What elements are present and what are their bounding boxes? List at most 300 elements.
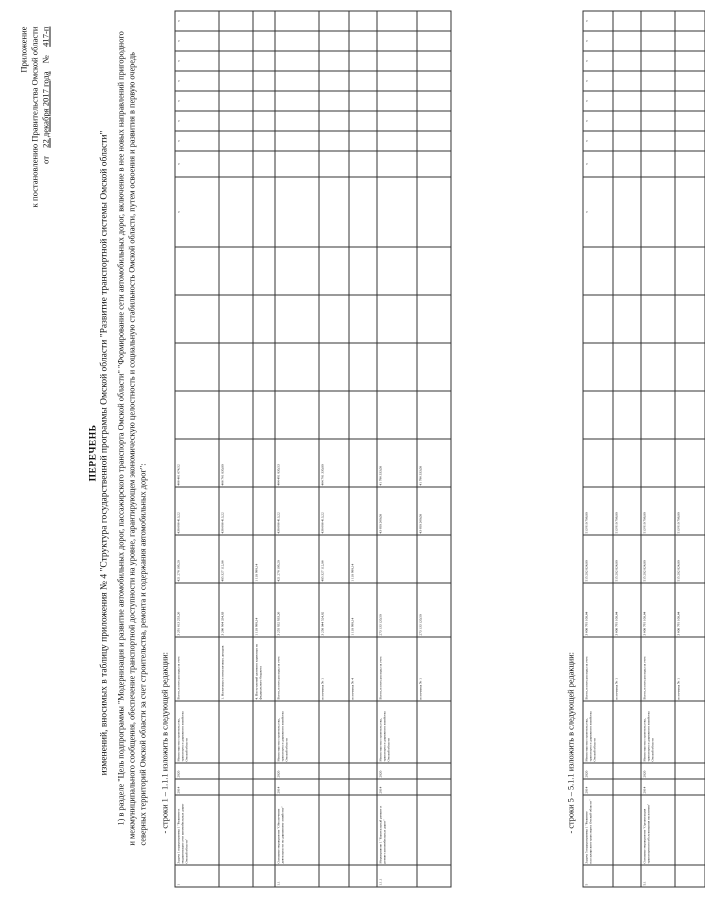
table-cell: 41 786 333,00 xyxy=(417,439,451,487)
table-cell: 438 686 413,22 xyxy=(175,487,219,535)
table-cell: Министерство строительства, транспорта и дорожного хозяйства Омской области xyxy=(583,701,613,763)
table-cell xyxy=(349,487,377,535)
table-cell xyxy=(675,177,705,247)
table-cell xyxy=(349,151,377,177)
table-cell xyxy=(583,391,613,439)
table-cell: 2020 xyxy=(275,763,319,779)
table-cell xyxy=(675,31,705,51)
table-cell xyxy=(349,391,377,439)
table-cell xyxy=(253,487,275,535)
table-cell xyxy=(377,177,417,247)
table-cell xyxy=(417,71,451,91)
table-cell xyxy=(319,131,349,151)
table-cell: 513 910 708,00 xyxy=(583,487,613,535)
table-cell: Основное мероприятие "Обеспечение деятельности по дорожному хозяйству" xyxy=(275,795,319,865)
table-cell xyxy=(641,177,675,247)
table-cell xyxy=(613,177,641,247)
table-row xyxy=(275,11,319,887)
table-cell: 2014 xyxy=(275,779,319,795)
table-cell xyxy=(613,71,641,91)
table-cell: Всего, из них расходы за счет: xyxy=(641,637,675,701)
table-cell: 515 202 024,00 xyxy=(675,535,705,583)
table-cell xyxy=(613,865,641,887)
table-cell xyxy=(219,701,253,763)
table-cell xyxy=(675,701,705,763)
table-cell xyxy=(349,439,377,487)
row-instruction-first: - строки 1 – 1.1.1 изложить в следующей редакции: xyxy=(160,651,169,833)
table-cell: 405 327 112,06 xyxy=(319,535,349,583)
table-cell: источника № 1 xyxy=(417,637,451,701)
table-cell: 2014 xyxy=(583,779,613,795)
table-cell: 41 786 333,00 xyxy=(377,439,417,487)
table-cell xyxy=(377,31,417,51)
table-cell: 1 110 998,14 xyxy=(349,535,377,583)
table-cell xyxy=(613,51,641,71)
table-cell xyxy=(377,11,417,31)
changes-table-main xyxy=(174,10,451,887)
table-row xyxy=(583,11,613,887)
table-cell xyxy=(613,131,641,151)
table-row xyxy=(175,11,219,887)
table-cell xyxy=(275,111,319,131)
table-row xyxy=(349,11,377,887)
table-cell xyxy=(219,51,253,71)
table-cell xyxy=(349,51,377,71)
table-cell xyxy=(319,111,349,131)
attachment-label: Приложение xyxy=(18,26,28,73)
table-cell: 43 650 260,00 xyxy=(417,487,451,535)
table-cell xyxy=(417,177,451,247)
table-cell xyxy=(675,111,705,131)
table-cell xyxy=(319,343,349,391)
table-cell xyxy=(613,247,641,295)
table-cell xyxy=(613,31,641,51)
table-cell xyxy=(253,391,275,439)
table-cell: 3 600 795 100,64 xyxy=(583,583,613,637)
table-cell xyxy=(253,295,275,343)
table-cell xyxy=(675,439,705,487)
table-cell xyxy=(275,151,319,177)
table-cell xyxy=(613,91,641,111)
table-cell: 1.1.1 xyxy=(377,865,417,887)
table-cell xyxy=(275,247,319,295)
table-cell xyxy=(219,111,253,131)
table-row xyxy=(319,11,349,887)
table-cell xyxy=(417,11,451,31)
table-cell: 405 327 112,06 xyxy=(219,535,253,583)
table-cell xyxy=(675,11,705,31)
table-cell xyxy=(253,11,275,31)
table-cell: x xyxy=(583,111,613,131)
table-cell xyxy=(377,295,417,343)
table-cell xyxy=(675,247,705,295)
table-cell xyxy=(417,865,451,887)
table-cell xyxy=(417,91,451,111)
table-cell: x xyxy=(583,177,613,247)
table-cell xyxy=(319,71,349,91)
table-row xyxy=(613,11,641,887)
table-cell xyxy=(219,795,253,865)
table-cell: 466 461 674,52 xyxy=(175,439,219,487)
table-cell xyxy=(349,11,377,31)
row-instruction-second: - строки 5 – 5.1.1 изложить в следующей редакции: xyxy=(566,651,575,833)
table-cell xyxy=(417,701,451,763)
changes-table-second xyxy=(582,10,705,887)
table-cell xyxy=(641,31,675,51)
number-prefix: № xyxy=(40,54,50,63)
table-cell: x xyxy=(583,71,613,91)
table-cell: x xyxy=(175,151,219,177)
table-cell xyxy=(641,343,675,391)
table-cell xyxy=(641,247,675,295)
table-cell xyxy=(349,111,377,131)
table-cell xyxy=(417,151,451,177)
table-cell xyxy=(641,11,675,31)
table-cell xyxy=(219,391,253,439)
table-cell: x xyxy=(175,111,219,131)
table-cell: x xyxy=(583,91,613,111)
table-cell xyxy=(253,865,275,887)
table-cell: 513 910 708,00 xyxy=(641,487,675,535)
table-cell xyxy=(349,763,377,779)
table-cell: x xyxy=(175,51,219,71)
table-cell xyxy=(275,51,319,71)
title-heading: ПЕРЕЧЕНЬ xyxy=(88,424,98,481)
table-cell xyxy=(417,247,451,295)
table-cell: 3 286 964 334,83 xyxy=(219,583,253,637)
table-cell xyxy=(377,91,417,111)
table-cell xyxy=(253,31,275,51)
table-cell xyxy=(319,151,349,177)
table-cell: 515 202 024,00 xyxy=(613,535,641,583)
table-cell xyxy=(319,701,349,763)
table-cell xyxy=(377,71,417,91)
table-cell: 273 133 120,50 xyxy=(417,583,451,637)
table-cell xyxy=(613,701,641,763)
table-cell: Мероприятие 1 "Капитальный ремонт и ремонт автомобильных дорог" xyxy=(377,795,417,865)
decree-number: 417-п xyxy=(40,26,50,47)
table-cell xyxy=(319,11,349,31)
table-cell xyxy=(417,131,451,151)
title-subheading: изменений, вносимых в таблицу приложения № 4 "Структура государственной программы Омской области "Развитие транспортной системы Омской области" xyxy=(99,130,109,775)
table-cell xyxy=(377,51,417,71)
table-cell xyxy=(219,151,253,177)
table-cell xyxy=(377,131,417,151)
table-cell xyxy=(275,11,319,31)
table-cell: 2020 xyxy=(583,763,613,779)
table-cell: 513 910 708,00 xyxy=(675,487,705,535)
table-cell xyxy=(675,151,705,177)
table-cell xyxy=(417,295,451,343)
table-cell xyxy=(253,91,275,111)
table-cell: Задача 5 подпрограммы 1 "Развитие пассажирского транспорта Омской области" xyxy=(583,795,613,865)
table-cell: 464 491 830,53 xyxy=(275,439,319,487)
table-cell xyxy=(583,247,613,295)
table-cell xyxy=(675,131,705,151)
table-cell xyxy=(675,779,705,795)
table-cell xyxy=(219,71,253,91)
table-cell xyxy=(641,295,675,343)
table-cell xyxy=(675,295,705,343)
table-cell xyxy=(349,177,377,247)
table-cell xyxy=(253,247,275,295)
table-cell: 3 600 795 100,64 xyxy=(641,583,675,637)
table-cell xyxy=(675,343,705,391)
table-cell xyxy=(319,247,349,295)
table-cell xyxy=(319,779,349,795)
table-cell xyxy=(319,391,349,439)
table-cell: Всего, из них расходы за счет: xyxy=(275,637,319,701)
table-cell xyxy=(219,779,253,795)
table-cell: источника № 4 xyxy=(349,637,377,701)
table-cell xyxy=(377,343,417,391)
table-cell xyxy=(675,763,705,779)
table-cell: 3 600 795 100,64 xyxy=(613,583,641,637)
table-cell xyxy=(377,111,417,131)
table-cell xyxy=(641,71,675,91)
table-cell: x xyxy=(175,91,219,111)
table-cell xyxy=(219,343,253,391)
table-cell xyxy=(219,31,253,51)
table-cell xyxy=(253,131,275,151)
table-cell xyxy=(641,131,675,151)
table-cell xyxy=(349,865,377,887)
table-cell xyxy=(675,71,705,91)
table-cell xyxy=(417,111,451,131)
table-cell xyxy=(319,763,349,779)
table-cell xyxy=(613,295,641,343)
table-cell xyxy=(377,535,417,583)
table-cell: 2014 xyxy=(641,779,675,795)
table-cell xyxy=(583,295,613,343)
table-cell xyxy=(253,343,275,391)
table-cell xyxy=(319,91,349,111)
table-cell xyxy=(349,295,377,343)
table-cell xyxy=(253,779,275,795)
table-cell: 2014 xyxy=(175,779,219,795)
table-cell xyxy=(219,131,253,151)
table-cell xyxy=(349,343,377,391)
table-cell: 3 600 795 100,64 xyxy=(675,583,705,637)
table-cell xyxy=(349,131,377,151)
table-cell: Министерство строительства, транспорта и дорожного хозяйства Омской области xyxy=(275,701,319,763)
table-cell xyxy=(377,247,417,295)
table-cell xyxy=(613,343,641,391)
table-cell xyxy=(319,795,349,865)
table-cell: x xyxy=(175,71,219,91)
table-cell xyxy=(319,295,349,343)
table-cell xyxy=(253,439,275,487)
table-cell xyxy=(641,439,675,487)
table-cell: 466 761 030,00 xyxy=(219,439,253,487)
table-cell: Всего, из них расходы за счет: xyxy=(583,637,613,701)
table-cell xyxy=(253,701,275,763)
table-cell xyxy=(219,91,253,111)
table-cell xyxy=(377,151,417,177)
table-cell xyxy=(275,343,319,391)
table-cell xyxy=(613,11,641,31)
table-cell: Всего, из них расходы за счет: xyxy=(175,637,219,701)
table-cell xyxy=(219,763,253,779)
table-cell xyxy=(253,71,275,91)
table-cell xyxy=(319,31,349,51)
table-cell: 515 202 024,00 xyxy=(641,535,675,583)
table-cell xyxy=(275,71,319,91)
table-row xyxy=(417,11,451,887)
table-cell xyxy=(275,177,319,247)
table-cell: 464 781 330,00 xyxy=(319,439,349,487)
table-cell xyxy=(253,111,275,131)
table-cell xyxy=(319,177,349,247)
table-cell xyxy=(641,391,675,439)
table-cell: 1. Налоговых и неналоговых доходов xyxy=(219,637,253,701)
table-cell xyxy=(253,795,275,865)
table-cell xyxy=(613,151,641,177)
table-cell: 438 686 413,22 xyxy=(275,487,319,535)
table-cell xyxy=(175,247,219,295)
table-cell xyxy=(349,701,377,763)
table-cell xyxy=(417,31,451,51)
table-cell: 43 650 260,00 xyxy=(377,487,417,535)
table-cell xyxy=(613,439,641,487)
table-cell xyxy=(275,91,319,111)
table-cell: 2014 xyxy=(377,779,417,795)
table-cell: 1 110 998,14 xyxy=(253,583,275,637)
table-cell: Задача 1 подпрограммы 1 "Развитие и модернизация сети автомобильных дорог Омской области" xyxy=(175,795,219,865)
table-cell xyxy=(613,111,641,131)
table-row xyxy=(641,11,675,887)
table-cell: 2020 xyxy=(641,763,675,779)
table-cell xyxy=(175,391,219,439)
table-cell xyxy=(675,795,705,865)
table-cell xyxy=(275,391,319,439)
table-cell: 3 291 613 253,26 xyxy=(175,583,219,637)
table-cell xyxy=(583,343,613,391)
table-cell xyxy=(349,91,377,111)
table-cell xyxy=(417,779,451,795)
table-cell xyxy=(349,779,377,795)
table-cell: x xyxy=(175,11,219,31)
table-cell xyxy=(417,51,451,71)
table-cell xyxy=(275,31,319,51)
table-cell xyxy=(253,763,275,779)
table-cell xyxy=(349,71,377,91)
table-row xyxy=(219,11,253,887)
table-cell xyxy=(319,865,349,887)
table-cell: 438 686 413,22 xyxy=(219,487,253,535)
decree-date-line xyxy=(40,26,51,296)
table-cell xyxy=(417,763,451,779)
table-cell xyxy=(275,131,319,151)
table-cell xyxy=(417,391,451,439)
table-cell xyxy=(641,91,675,111)
table-cell xyxy=(175,343,219,391)
table-cell: 3 255 932 933,26 xyxy=(275,583,319,637)
table-cell xyxy=(613,391,641,439)
table-cell: 3 250 044 524,82 xyxy=(319,583,349,637)
table-cell: источника № 1 xyxy=(613,637,641,701)
table-cell: x xyxy=(175,31,219,51)
table-cell xyxy=(417,343,451,391)
table-cell: 1.1 xyxy=(275,865,319,887)
table-row xyxy=(253,11,275,887)
table-cell xyxy=(641,111,675,131)
table-cell xyxy=(613,795,641,865)
table-cell xyxy=(417,795,451,865)
date-prefix: от xyxy=(40,155,50,164)
table-cell xyxy=(219,865,253,887)
table-cell: x xyxy=(583,131,613,151)
table-row xyxy=(675,11,705,887)
table-cell: 5.1 xyxy=(641,865,675,887)
table-cell: x xyxy=(583,51,613,71)
table-cell: 5 xyxy=(583,865,613,887)
table-cell xyxy=(641,151,675,177)
table-cell xyxy=(275,295,319,343)
attachment-block xyxy=(18,26,51,296)
table-cell: 421 278 109,20 xyxy=(275,535,319,583)
table-cell: Министерство строительства, транспорта и дорожного хозяйства Омской области xyxy=(377,701,417,763)
table-cell: x xyxy=(175,131,219,151)
table-cell: Основное мероприятие "Организация транспортного обслуживания населения" xyxy=(641,795,675,865)
table-cell: 513 910 708,00 xyxy=(613,487,641,535)
table-cell xyxy=(219,11,253,31)
table-cell: x xyxy=(175,177,219,247)
table-cell: 1 110 998,14 xyxy=(349,583,377,637)
table-cell xyxy=(675,91,705,111)
table-cell: 2020 xyxy=(175,763,219,779)
table-cell xyxy=(675,391,705,439)
table-cell xyxy=(219,177,253,247)
table-cell xyxy=(349,247,377,295)
table-cell xyxy=(641,51,675,71)
table-cell xyxy=(583,439,613,487)
table-cell xyxy=(675,865,705,887)
table-cell: 273 133 120,50 xyxy=(377,583,417,637)
table-cell: 1 110 998,14 xyxy=(253,535,275,583)
table-cell: 1 xyxy=(175,865,219,887)
table-cell: x xyxy=(583,151,613,177)
table-cell xyxy=(219,295,253,343)
section-paragraph: 1) в разделе "Цель подпрограммы "Модернизация и развитие автомобильных дорог, пассажирского транспорта Омской области" "Формирование сети автомобильных дорог, включение в нее новых направлений пригородного и межмуниципального сообщения, обеспечение транспортной доступности на уровне, гарантирующем экономическую целостность и социальную стабильность Омской области, путем освоения и развития в первую очередь северных территорий Омской области за счет строительства, ремонта и содержания автомобильных дорог": xyxy=(116,30,147,845)
table-cell xyxy=(349,795,377,865)
table-cell: Министерство строительства, транспорта и дорожного хозяйства Омской области xyxy=(175,701,219,763)
table-cell: x xyxy=(583,11,613,31)
table-row xyxy=(377,11,417,887)
table-cell: Министерство строительства, транспорта и дорожного хозяйства Омской области xyxy=(641,701,675,763)
table-cell xyxy=(613,779,641,795)
table-cell: 438 686 413,22 xyxy=(319,487,349,535)
table-cell xyxy=(675,51,705,71)
decree-reference: к постановлению Правительства Омской области xyxy=(29,26,39,207)
decree-date: 22 декабря 2017 года xyxy=(40,70,50,148)
table-cell: Всего, из них расходы за счет: xyxy=(377,637,417,701)
table-cell: x xyxy=(583,31,613,51)
table-cell xyxy=(253,177,275,247)
table-cell: 4. Поступлений целевого характера из федерального бюджета xyxy=(253,637,275,701)
table-cell xyxy=(613,763,641,779)
table-cell xyxy=(253,151,275,177)
table-cell xyxy=(253,51,275,71)
table-cell: 515 202 024,00 xyxy=(583,535,613,583)
table-cell xyxy=(319,51,349,71)
document-title xyxy=(88,0,110,905)
table-cell: 2020 xyxy=(377,763,417,779)
table-cell xyxy=(377,391,417,439)
table-cell xyxy=(219,247,253,295)
table-cell: источника № 1 xyxy=(675,637,705,701)
table-cell xyxy=(349,31,377,51)
